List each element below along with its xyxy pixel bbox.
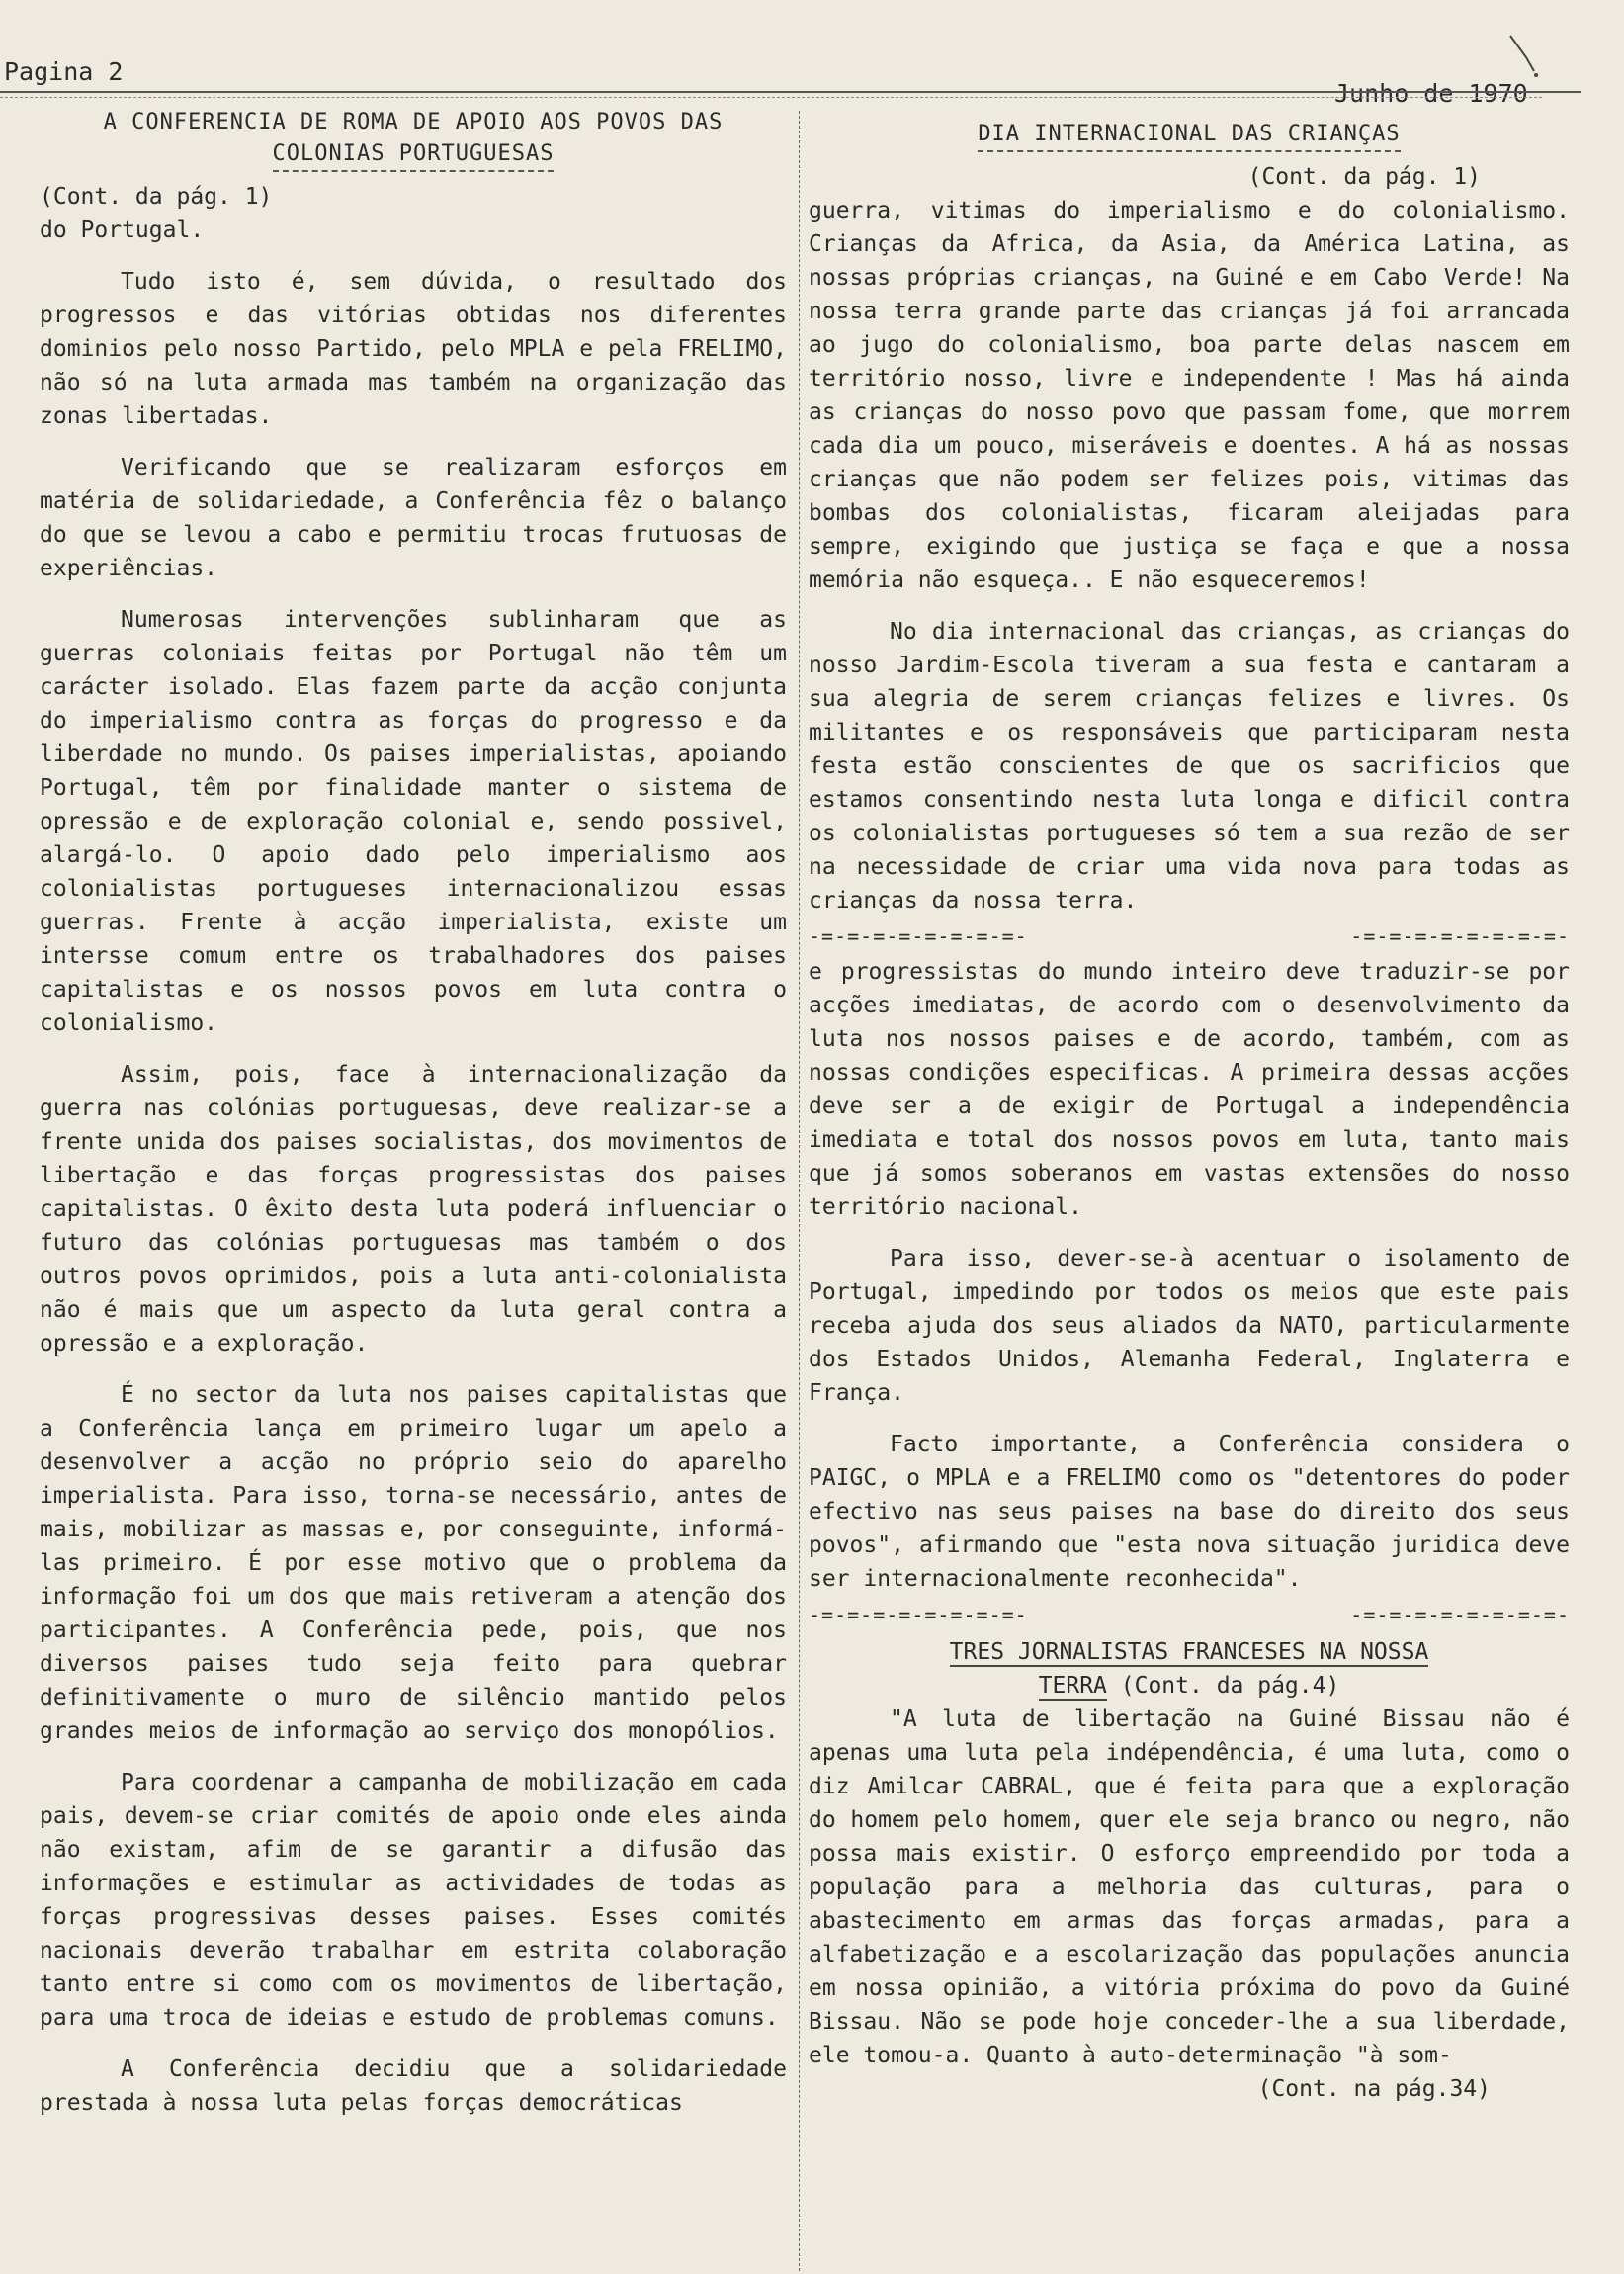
paragraph: guerra, vitimas do imperialismo e do colonialismo. Crianças da Africa, da Asia, da América Latina, as nossas próprias crianças, na Guiné e em Cabo Verde! Na nossa terra grande parte das crianças já foi arrancada ao jugo do colonialismo, boa parte delas nascem em território nosso, livre e independente ! Mas há ainda as crianças do nosso povo que passam fome, que morrem cada dia um pouco, miseráveis e doentes. A há as nossas crianças que não podem ser felizes pois, vitimas das bombas dos colonialistas, ficaram aleijadas para sempre, exigindo que justiça se faça e que a nossa memória não esqueça.. E não esqueceremos! [809, 198, 1570, 593]
issue-date: Junho de 1970 [1334, 79, 1528, 108]
paragraph: Facto importante, a Conferência considera o PAIGC, o MPLA e a FRELIMO como os "detentores do poder efectivo nas seus paises na base do direito dos seus povos", afirmando que "esta nova situação juridica deve ser internacionalmente reconhecida". [809, 1432, 1570, 1592]
header-rule-dashed [0, 97, 1542, 98]
header-rule [0, 91, 1581, 93]
paragraph: e progressistas do mundo inteiro deve traduzir-se por acções imediatas, de acordo com o desenvolvimento da luta nos nossos paises e de acordo, também, com as nossas condições especificas. A primeira dessas acções deve ser a de exigir de Portugal a independência imediata e total dos nossos povos em luta, tanto mais que já somos soberanos em vastas extensões do nosso território nacional. [809, 959, 1570, 1220]
paragraph: Tudo isto é, sem dúvida, o resultado dos progressos e das vitórias obtidas nos diferentes dominios pelo nosso Partido, pelo MPLA e pela FRELIMO, não só na luta armada mas também na organização das zonas libertadas. [40, 269, 787, 429]
sub-article-title-line2: TERRA [1038, 1673, 1107, 1699]
sub-article-title [809, 1635, 1570, 1703]
separator-left: -=-=-=-=-=-=-=-=- [809, 924, 1028, 948]
paragraph: Para isso, dever-se-à acentuar o isolamento de Portugal, impedindo por todos os meios que este pais receba ajuda dos seus aliados da NATO, particularmente dos Estados Unidos, Alemanha Federal, Inglaterra e França. [809, 1246, 1570, 1406]
separator-right: -=-=-=-=-=-=-=-=- [1350, 1603, 1570, 1626]
continued-on: (Cont. na pág.34) [1257, 2076, 1491, 2102]
paragraph: do Portugal. [40, 218, 205, 243]
continued-from: (Cont. da pág. 1) [1247, 164, 1481, 190]
article-title [809, 119, 1570, 152]
left-column [40, 107, 787, 2120]
paragraph: Assim, pois, face à internacionalização da guerra nas colónias portuguesas, deve realizar-se a frente unida dos paises socialistas, dos movimentos de libertação e das forças progressistas dos paises capitalistas. O êxito desta luta poderá influenciar o futuro das colónias portuguesas mas também o dos outros povos oprimidos, pois a luta anti-colonialista não é mais que um aspecto da luta geral contra a opressão e a exploração. [40, 1062, 787, 1356]
paragraph: A Conferência decidiu que a solidariedade prestada à nossa luta pelas forças democráticas [40, 2056, 787, 2116]
column-divider [799, 111, 800, 2271]
separator-right: -=-=-=-=-=-=-=-=- [1350, 924, 1570, 948]
paragraph: No dia internacional das crianças, as crianças do nosso Jardim-Escola tiveram a sua festa e cantaram a sua alegria de serem crianças felizes e livres. Os militantes e os responsáveis que participaram nesta festa estão conscientes de que os sacrificios que estamos consentindo nesta luta longa e dificil contra os colonialistas portugueses só tem a sua rezão de ser na necessidade de criar uma vida nova para todas as crianças da nossa terra. [809, 619, 1570, 914]
article-title [40, 107, 787, 172]
separator [809, 921, 1570, 951]
right-column [809, 107, 1570, 2106]
paragraph: Para coordenar a campanha de mobilização em cada pais, devem-se criar comités de apoio onde eles ainda não existam, afim de se garantir a difusão das informações e estimular as actividades de todas as forças progressivas desses paises. Esses comités nacionais deverão trabalhar em estrita colaboração tanto entre si como com os movimentos de libertação, para uma troca de ideias e estudo de problemas comuns. [40, 1770, 787, 2031]
sub-article-title-line1: TRES JORNALISTAS FRANCESES NA NOSSA [949, 1639, 1429, 1665]
article-title-text: DIA INTERNACIONAL DAS CRIANÇAS [978, 119, 1400, 152]
paragraph: Verificando que se realizaram esforços em matéria de solidariedade, a Conferência fêz o balanço do que se levou a cabo e permitiu trocas frutuosas de experiências. [40, 455, 787, 581]
separator-left: -=-=-=-=-=-=-=-=- [809, 1603, 1028, 1626]
paragraph: Numerosas intervenções sublinharam que as guerras coloniais feitas por Portugal não têm um carácter isolado. Elas fazem parte da acção conjunta do imperialismo contra as forças do progresso e da liberdade no mundo. Os paises imperialistas, apoiando Portugal, têm por finalidade manter o sistema de opressão e de exploração colonial e, sendo possivel, alargá-lo. O apoio dado pelo imperialismo aos colonialistas portugueses internacionalizou essas guerras. Frente à acção imperialista, existe um intersse comum entre os trabalhadores dos paises capitalistas e os nossos povos em luta contra o colonialismo. [40, 607, 787, 1036]
paragraph: É no sector da luta nos paises capitalistas que a Conferência lança em primeiro lugar um apelo a desenvolver a acção no próprio seio do aparelho imperialista. Para isso, torna-se necessário, antes de mais, mobilizar as massas e, por conseguinte, informá-las primeiro. É por esse motivo que o problema da informação foi um dos que mais retiveram a atenção dos participantes. A Conferência pede, pois, que nos diversos paises tudo seja feito para quebrar definitivamente o muro de silêncio mantido pelos grandes meios de informação ao serviço dos monopólios. [40, 1382, 787, 1744]
sub-continued-from: (Cont. da pág.4) [1120, 1673, 1340, 1699]
separator [809, 1600, 1570, 1629]
page-number: Pagina 2 [4, 57, 124, 86]
article-title-line2: COLONIAS PORTUGUESAS [273, 138, 555, 172]
paragraph: "A luta de libertação na Guiné Bissau não é apenas uma luta pela indépendência, é uma luta, como o diz Amilcar CABRAL, que é feita para que a exploração do homem pelo homem, quer ele seja branco ou negro, não possa mais existir. O esforço empreendido por toda a população para a melhoria das culturas, para o abastecimento em armas das forças armadas, para a alfabetização e a escolarização das populações anuncia em nossa opinião, a vitória próxima do povo da Guiné Bissau. Não se pode hoje conceder-lhe a sua liberdade, ele tomou-a. Quanto à auto-determinação "à som- [809, 1706, 1570, 2068]
article-title-line1: A CONFERENCIA DE ROMA DE APOIO AOS POVOS DAS [103, 110, 724, 134]
ink-mark [1506, 32, 1540, 79]
continued-from: (Cont. da pág. 1) [40, 184, 273, 210]
